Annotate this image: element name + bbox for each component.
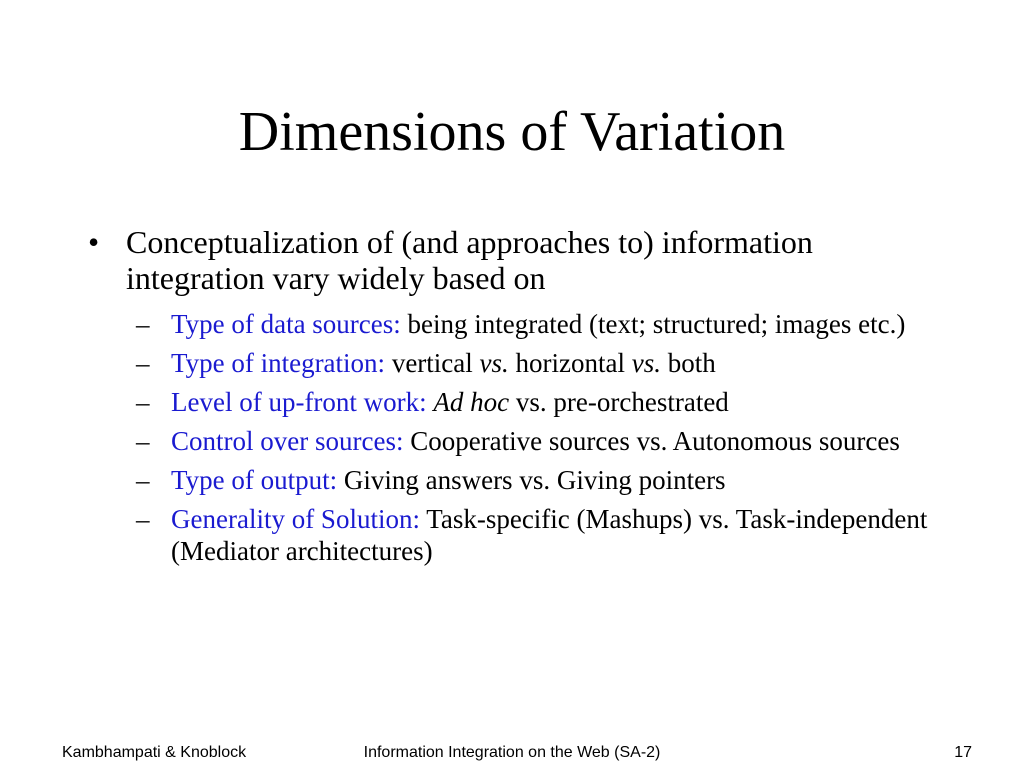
main-bullet-text: Conceptualization of (and approaches to) information integration vary widely based on <box>126 224 813 296</box>
sub-bullet-control <box>136 425 956 457</box>
dash-marker: – <box>136 309 150 339</box>
sub-bullet-text: Giving answers vs. Giving pointers <box>343 465 726 495</box>
sub-bullet-text: both <box>667 348 716 378</box>
dash-marker: – <box>136 465 150 495</box>
dash-marker: – <box>136 426 150 456</box>
sub-bullet-upfront-work <box>136 386 956 418</box>
dash-marker: – <box>136 387 150 417</box>
sub-bullet-text: Task-specific (Mashups) vs. Task-independent (Mediator architectures) <box>171 504 928 566</box>
sub-bullet-text-italic: Ad hoc <box>433 387 510 417</box>
sub-bullet-label: Type of integration: <box>171 348 386 378</box>
footer-authors: Kambhampati & Knoblock <box>62 744 247 761</box>
footer-course-title: Information Integration on the Web (SA-2) <box>363 744 661 761</box>
sub-bullet-label: Generality of Solution: <box>171 504 420 534</box>
slide-footer <box>0 744 1024 764</box>
dash-marker: – <box>136 348 150 378</box>
sub-bullet-text: vertical <box>391 348 473 378</box>
sub-bullet-label: Control over sources: <box>171 426 404 456</box>
sub-bullet-integration-type <box>136 347 956 379</box>
sub-bullet-text-italic: vs. <box>631 348 661 378</box>
page-number: 17 <box>954 744 972 761</box>
sub-bullet-generality <box>136 503 956 567</box>
sub-bullet-data-sources <box>136 308 956 340</box>
sub-bullet-text: horizontal <box>515 348 625 378</box>
sub-bullet-text: Cooperative sources vs. Autonomous sources <box>410 426 900 456</box>
sub-bullet-text: being integrated (text; structured; images etc.) <box>407 309 906 339</box>
slide-title: Dimensions of Variation <box>238 101 786 163</box>
main-bullet <box>88 224 948 296</box>
sub-bullet-output <box>136 464 956 496</box>
sub-bullet-label: Type of output: <box>171 465 338 495</box>
sub-bullet-label: Level of up-front work: <box>171 387 427 417</box>
sub-bullet-text: vs. pre-orchestrated <box>515 387 729 417</box>
sub-bullet-text-italic: vs. <box>479 348 509 378</box>
sub-bullet-label: Type of data sources: <box>171 309 401 339</box>
sub-bullet-list <box>136 308 956 574</box>
dash-marker: – <box>136 504 150 534</box>
bullet-marker: • <box>88 224 100 260</box>
